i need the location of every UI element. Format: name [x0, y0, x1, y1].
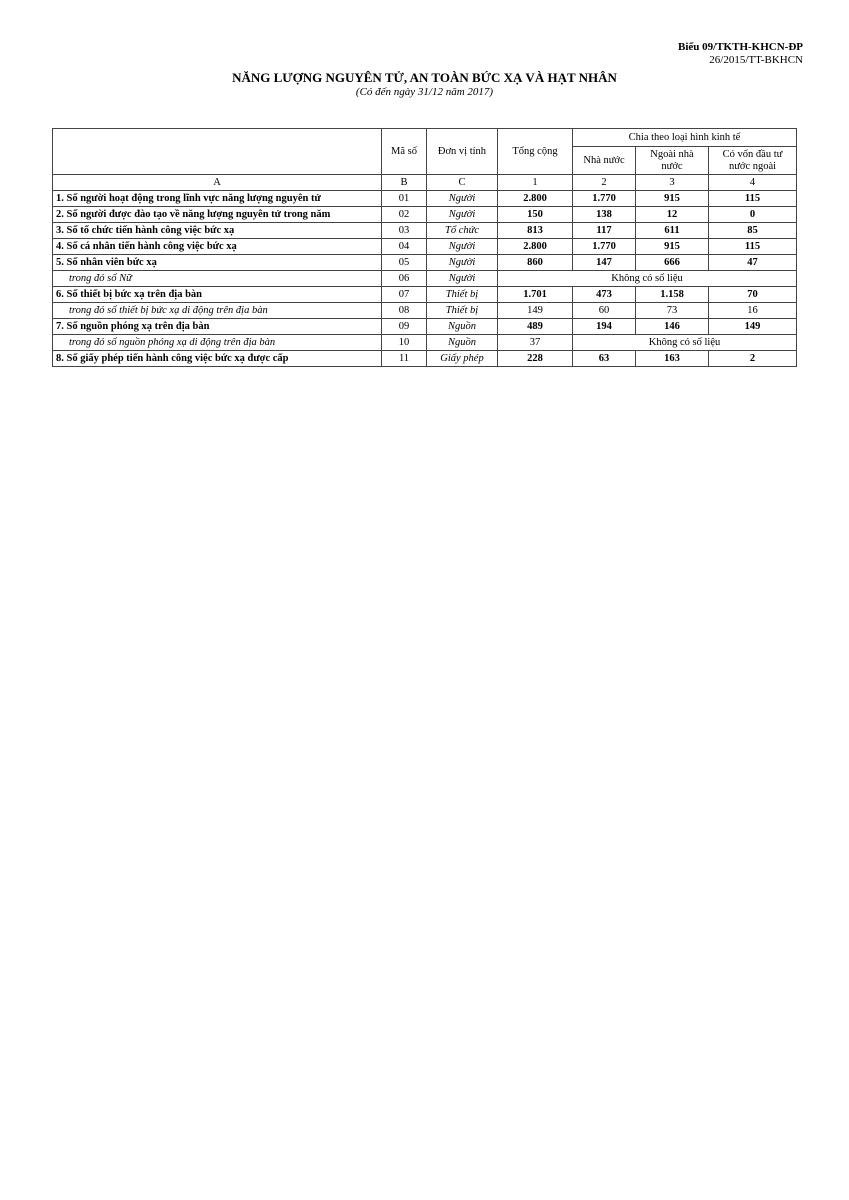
row-foreign: 0	[709, 207, 797, 223]
header-state: Nhà nước	[573, 147, 636, 175]
index-row	[53, 175, 797, 191]
row-total: 2.800	[498, 239, 573, 255]
row-foreign: 149	[709, 319, 797, 335]
row-state: 63	[573, 351, 636, 367]
table-row	[53, 271, 797, 287]
index-cell: 2	[573, 175, 636, 191]
row-state: 194	[573, 319, 636, 335]
row-nonstate: 915	[636, 191, 709, 207]
index-cell: 1	[498, 175, 573, 191]
row-total: 37	[498, 335, 573, 351]
row-unit: Người	[427, 191, 498, 207]
page-title: NĂNG LƯỢNG NGUYÊN TỬ, AN TOÀN BỨC XẠ VÀ HẠT NHÂN	[232, 70, 617, 85]
row-total: 149	[498, 303, 573, 319]
row-nonstate: 915	[636, 239, 709, 255]
row-unit: Thiết bị	[427, 287, 498, 303]
row-code: 11	[382, 351, 427, 367]
index-cell: B	[382, 175, 427, 191]
row-total: 813	[498, 223, 573, 239]
row-unit: Người	[427, 239, 498, 255]
row-nonstate: 163	[636, 351, 709, 367]
row-state: 473	[573, 287, 636, 303]
row-total: 228	[498, 351, 573, 367]
row-label: 3. Số tổ chức tiến hành công việc bức xạ	[53, 223, 382, 239]
no-data-note: Không có số liệu	[498, 271, 797, 287]
row-foreign: 16	[709, 303, 797, 319]
row-total: 2.800	[498, 191, 573, 207]
header-nonstate: Ngoài nhà nước	[636, 147, 709, 175]
row-label: 2. Số người được đào tạo về năng lượng nguyên tử trong năm	[53, 207, 382, 223]
row-code: 09	[382, 319, 427, 335]
page-subtitle: (Có đến ngày 31/12 năm 2017)	[355, 86, 494, 98]
row-label: trong đó số Nữ	[53, 271, 382, 287]
row-total: 1.701	[498, 287, 573, 303]
row-unit: Nguồn	[427, 335, 498, 351]
row-unit: Tổ chức	[427, 223, 498, 239]
row-state: 117	[573, 223, 636, 239]
row-state: 60	[573, 303, 636, 319]
table-row	[53, 303, 797, 319]
form-code-line2: 26/2015/TT-BKHCN	[709, 54, 803, 66]
row-code: 01	[382, 191, 427, 207]
row-foreign: 115	[709, 191, 797, 207]
no-data-note: Không có số liệu	[573, 335, 797, 351]
row-label: 1. Số người hoạt động trong lĩnh vực năng lượng nguyên tử	[53, 191, 382, 207]
row-label: 4. Số cá nhân tiến hành công việc bức xạ	[53, 239, 382, 255]
header-unit: Đơn vị tính	[427, 129, 498, 175]
table-row	[53, 239, 797, 255]
row-total: 489	[498, 319, 573, 335]
table-row	[53, 351, 797, 367]
row-nonstate: 146	[636, 319, 709, 335]
row-state: 1.770	[573, 239, 636, 255]
header-total: Tổng cộng	[498, 129, 573, 175]
row-code: 04	[382, 239, 427, 255]
row-nonstate: 73	[636, 303, 709, 319]
row-total: 150	[498, 207, 573, 223]
row-code: 07	[382, 287, 427, 303]
row-unit: Giấy phép	[427, 351, 498, 367]
row-code: 08	[382, 303, 427, 319]
index-cell: A	[53, 175, 382, 191]
row-state: 1.770	[573, 191, 636, 207]
form-code-line1: Biểu 09/TKTH-KHCN-ĐP	[678, 41, 803, 53]
row-label: trong đó số nguồn phóng xạ di động trên địa bàn	[53, 335, 382, 351]
row-foreign: 115	[709, 239, 797, 255]
row-code: 05	[382, 255, 427, 271]
row-label: 8. Số giấy phép tiến hành công việc bức xạ được cấp	[53, 351, 382, 367]
row-nonstate: 12	[636, 207, 709, 223]
header-foreign: Có vốn đầu tư nước ngoài	[709, 147, 797, 175]
row-state: 138	[573, 207, 636, 223]
row-foreign: 85	[709, 223, 797, 239]
row-nonstate: 611	[636, 223, 709, 239]
row-foreign: 70	[709, 287, 797, 303]
row-nonstate: 666	[636, 255, 709, 271]
header-label-blank	[53, 129, 382, 175]
row-label: trong đó số thiết bị bức xạ di động trên địa bàn	[53, 303, 382, 319]
row-unit: Thiết bị	[427, 303, 498, 319]
row-code: 06	[382, 271, 427, 287]
table-row	[53, 207, 797, 223]
table-row	[53, 191, 797, 207]
row-total: 860	[498, 255, 573, 271]
form-code	[678, 41, 803, 67]
row-code: 03	[382, 223, 427, 239]
row-unit: Nguồn	[427, 319, 498, 335]
table-row	[53, 255, 797, 271]
row-code: 10	[382, 335, 427, 351]
row-code: 02	[382, 207, 427, 223]
row-nonstate: 1.158	[636, 287, 709, 303]
statistics-table	[52, 128, 797, 367]
row-unit: Người	[427, 255, 498, 271]
header-group: Chia theo loại hình kinh tế	[573, 129, 797, 147]
row-foreign: 2	[709, 351, 797, 367]
header-code: Mã số	[382, 129, 427, 175]
index-cell: C	[427, 175, 498, 191]
index-cell: 4	[709, 175, 797, 191]
row-unit: Người	[427, 271, 498, 287]
row-label: 5. Số nhân viên bức xạ	[53, 255, 382, 271]
table-row	[53, 287, 797, 303]
row-foreign: 47	[709, 255, 797, 271]
row-label: 7. Số nguồn phóng xạ trên địa bàn	[53, 319, 382, 335]
row-unit: Người	[427, 207, 498, 223]
table-row	[53, 223, 797, 239]
index-cell: 3	[636, 175, 709, 191]
table-row	[53, 319, 797, 335]
table-row	[53, 335, 797, 351]
row-label: 6. Số thiết bị bức xạ trên địa bàn	[53, 287, 382, 303]
row-state: 147	[573, 255, 636, 271]
